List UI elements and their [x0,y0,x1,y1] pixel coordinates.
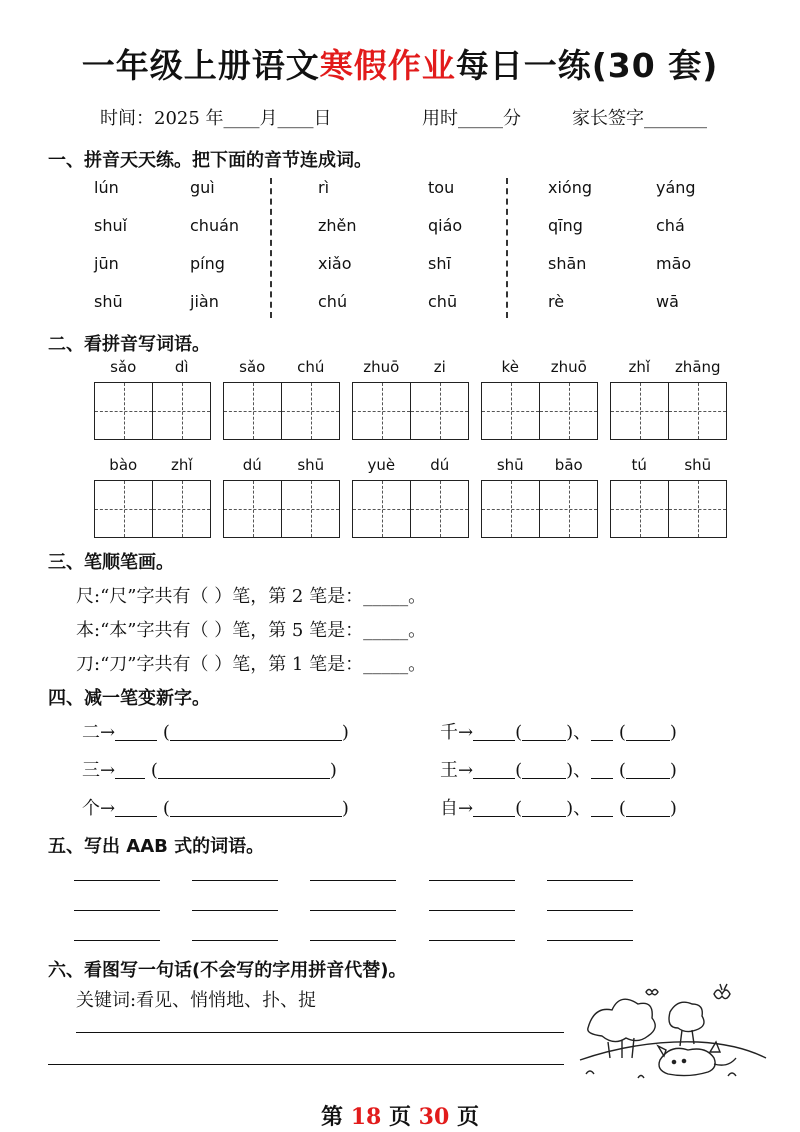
writing-line-1 [76,1032,564,1033]
word-grid [610,358,727,440]
section-1-title: 一、拼音天天练。把下面的音节连成词。 [48,150,372,171]
section-5-title: 五、写出 AAB 式的词语。 [48,836,265,857]
page-title [0,40,800,87]
pinyin-label: zhāng [674,358,721,376]
pinyin-syllable: xiǎo [318,254,352,273]
keywords: 关键词:看见、悄悄地、扑、捉 [76,990,317,1011]
writing-cell[interactable] [353,481,410,537]
source-char: 个→ [82,798,116,819]
writing-cell[interactable] [224,383,281,439]
cat-chasing-butterfly-illustration [578,972,768,1087]
remove-stroke-right-1: 千→ ( )、 ( ) [440,722,677,743]
divider-2 [506,178,508,318]
writing-cell[interactable] [539,383,597,439]
remove-stroke-right-3: 自→ ( )、 ( ) [440,798,677,819]
pinyin-syllable: māo [656,254,692,273]
pinyin-label: shū [496,456,524,474]
word-grid [94,358,211,440]
pinyin-label: sǎo [110,358,137,376]
separator: 、 [573,760,592,781]
aab-answer-line[interactable] [74,940,160,941]
separator: 、 [573,722,592,743]
pinyin-label: kè [501,358,519,376]
pinyin-label: dú [242,456,262,474]
remove-stroke-left-1: 二→ ( ) [82,722,349,743]
pinyin-syllable: lún [94,178,119,197]
aab-answer-line[interactable] [310,910,396,911]
aab-answer-line[interactable] [310,940,396,941]
answer-blank[interactable] [115,797,157,817]
source-char: 王→ [440,760,474,781]
pinyin-syllable: jiàn [190,292,219,311]
footer-post: 页 [449,1104,479,1130]
pinyin-syllable: shān [548,254,587,273]
title-part3: 每日一练(30 套) [455,46,719,85]
writing-cell[interactable] [281,383,339,439]
pinyin-syllable: yáng [656,178,696,197]
writing-cell[interactable] [611,481,668,537]
aab-answer-line[interactable] [429,910,515,911]
stroke-question-3: 刀:“刀”字共有（ ）笔，第 1 笔是：_____。 [76,654,427,675]
answer-blank[interactable] [473,797,515,817]
pinyin-syllable: shī [428,254,451,273]
answer-blank[interactable] [170,721,342,741]
aab-answer-line[interactable] [547,880,633,881]
stroke-question-1: 尺:“尺”字共有（ ）笔，第 2 笔是：_____。 [76,586,427,607]
time-field: 时间：2025 年____月____日 [100,108,332,129]
source-char: 三→ [82,760,116,781]
source-char: 自→ [440,798,474,819]
answer-blank[interactable] [626,759,670,779]
word-grid [352,358,469,440]
word-grid [481,358,598,440]
writing-cell[interactable] [281,481,339,537]
writing-cell[interactable] [353,383,410,439]
remove-stroke-left-2: 三→ ( ) [82,760,337,781]
writing-cell[interactable] [95,383,152,439]
pinyin-syllable: chuán [190,216,240,235]
pinyin-syllable: rì [318,178,330,197]
pinyin-label: dú [430,456,450,474]
pinyin-label: dì [174,358,189,376]
remove-stroke-left-3: 个→ ( ) [82,798,349,819]
source-char: 二→ [82,722,116,743]
pinyin-label: yuè [367,456,396,474]
answer-blank[interactable] [158,759,330,779]
source-char: 千→ [440,722,474,743]
aab-answer-line[interactable] [547,910,633,911]
pinyin-label: tú [631,456,647,474]
pinyin-label: zhǐ [628,358,651,376]
answer-blank[interactable] [626,797,670,817]
divider-1 [270,178,272,318]
writing-cell[interactable] [482,481,539,537]
title-part1: 一年级上册语文 [81,46,320,85]
pinyin-syllable: zhěn [318,216,357,235]
footer-pre: 第 [321,1104,351,1130]
pinyin-label: chú [297,358,325,376]
writing-cell[interactable] [224,481,281,537]
answer-blank[interactable] [591,721,613,741]
pinyin-syllable: chū [428,292,458,311]
word-grid [610,456,727,538]
section-4-title: 四、减一笔变新字。 [48,688,210,709]
answer-blank[interactable] [115,759,145,779]
pinyin-label: shū [684,456,712,474]
pinyin-syllable: shuǐ [94,216,128,235]
remove-stroke-right-2: 王→ ( )、 ( ) [440,760,677,781]
aab-answer-line[interactable] [74,880,160,881]
pinyin-syllable: guì [190,178,215,197]
writing-cell[interactable] [611,383,668,439]
total-pages: 30 [418,1104,450,1130]
stroke-question-2: 本:“本”字共有（ ）笔，第 5 笔是：_____。 [76,620,427,641]
answer-blank[interactable] [522,721,566,741]
separator: 、 [573,798,592,819]
title-highlight: 寒假作业 [319,46,456,85]
word-grid [481,456,598,538]
footer-mid: 页 [381,1104,419,1130]
writing-cell[interactable] [668,481,726,537]
word-grid [94,456,211,538]
pinyin-syllable: chú [318,292,348,311]
aab-answer-line[interactable] [192,880,278,881]
answer-blank[interactable] [473,721,515,741]
aab-answer-line[interactable] [429,880,515,881]
pinyin-syllable: shū [94,292,123,311]
current-page: 18 [350,1104,382,1130]
section-6-title: 六、看图写一句话(不会写的字用拼音代替)。 [48,960,407,981]
writing-cell[interactable] [482,383,539,439]
pinyin-label: zhǐ [170,456,193,474]
writing-cell[interactable] [152,481,210,537]
writing-cell[interactable] [539,481,597,537]
pinyin-syllable: rè [548,292,565,311]
word-grid [223,358,340,440]
aab-answer-line[interactable] [310,880,396,881]
writing-cell[interactable] [152,383,210,439]
answer-blank[interactable] [591,797,613,817]
section-2-title: 二、看拼音写词语。 [48,334,210,355]
aab-answer-line[interactable] [547,940,633,941]
pinyin-label: zhuō [363,358,400,376]
pinyin-syllable: tou [428,178,455,197]
writing-line-2 [48,1064,564,1065]
pinyin-syllable: jūn [94,254,119,273]
aab-answer-line[interactable] [192,910,278,911]
word-grid [352,456,469,538]
pinyin-label: shū [297,456,325,474]
answer-blank[interactable] [591,759,613,779]
writing-cell[interactable] [668,383,726,439]
answer-blank[interactable] [522,759,566,779]
pinyin-syllable: qīng [548,216,583,235]
pinyin-label: bào [109,456,138,474]
pinyin-syllable: qiáo [428,216,463,235]
pinyin-label: bāo [554,456,583,474]
answer-blank[interactable] [473,759,515,779]
writing-cell[interactable] [410,481,468,537]
pinyin-label: zhuō [550,358,587,376]
parent-sign-field: 家长签字_______ [572,108,707,129]
answer-blank[interactable] [170,797,342,817]
answer-blank[interactable] [626,721,670,741]
aab-answer-line[interactable] [429,940,515,941]
duration-field: 用时_____分 [422,108,521,129]
page-number [0,1100,800,1131]
aab-answer-line[interactable] [192,940,278,941]
pinyin-syllable: wā [656,292,679,311]
pinyin-syllable: píng [190,254,225,273]
section-3-title: 三、笔顺笔画。 [48,552,174,573]
writing-cell[interactable] [410,383,468,439]
answer-blank[interactable] [522,797,566,817]
answer-blank[interactable] [115,721,157,741]
pinyin-label: sǎo [239,358,266,376]
word-grid [223,456,340,538]
aab-answer-line[interactable] [74,910,160,911]
pinyin-label: zi [433,358,446,376]
pinyin-syllable: chá [656,216,685,235]
pinyin-syllable: xióng [548,178,592,197]
writing-cell[interactable] [95,481,152,537]
